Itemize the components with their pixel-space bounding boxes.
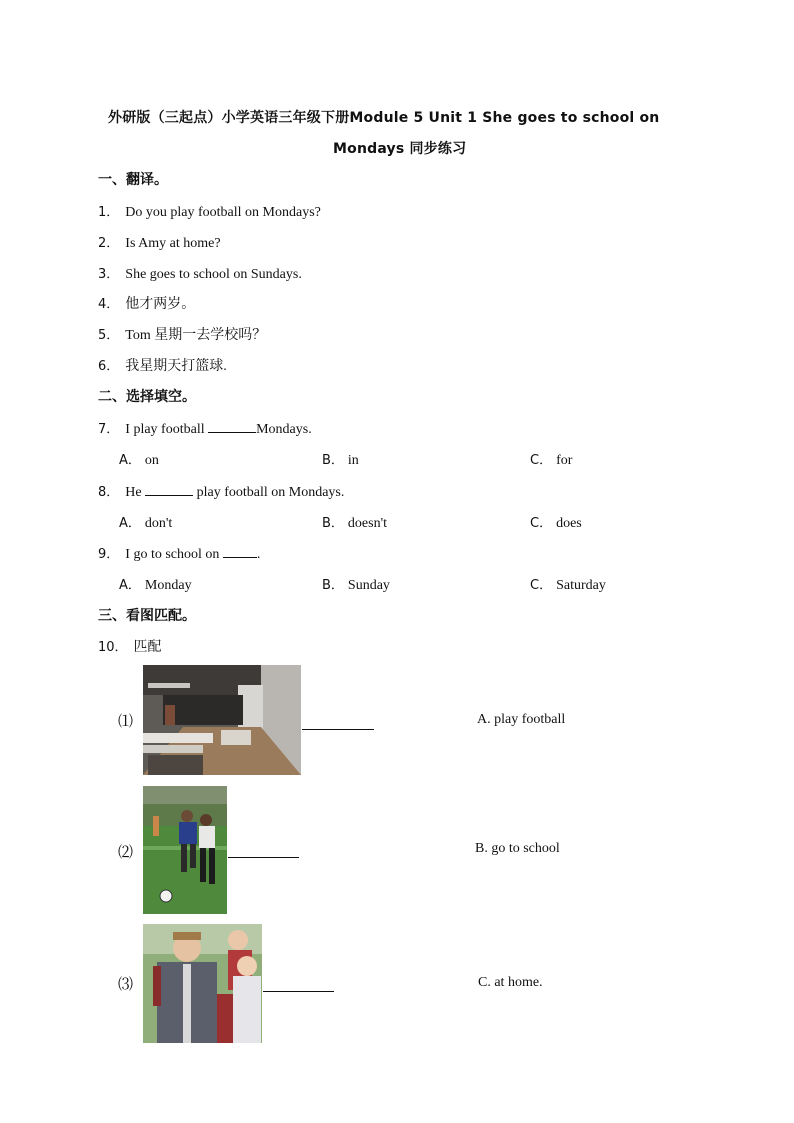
option-text: Monday xyxy=(144,578,192,593)
match-choice-c: C. at home. xyxy=(478,975,543,990)
match-marker-2: ⑵ xyxy=(118,843,134,861)
question-number: 7． xyxy=(98,422,120,437)
question-2 xyxy=(98,232,221,252)
schoolboys-photo xyxy=(143,924,262,1043)
option-letter: A． xyxy=(119,453,141,468)
option-7b[interactable] xyxy=(322,449,359,469)
question-text: Do you play football on Mondays? xyxy=(125,205,321,220)
question-text-after: Mondays. xyxy=(256,422,312,437)
match-marker-1: ⑴ xyxy=(118,712,134,730)
question-8 xyxy=(98,481,344,501)
section-heading-translate: 一、翻译。 xyxy=(98,172,168,188)
question-text-before: I go to school on xyxy=(125,547,223,562)
option-letter: A． xyxy=(119,578,141,593)
question-text: 我星期天打篮球. xyxy=(125,359,227,374)
question-4 xyxy=(98,293,195,313)
question-6 xyxy=(98,355,227,375)
option-text: in xyxy=(347,453,359,468)
option-text: doesn't xyxy=(347,516,387,531)
option-letter: A． xyxy=(119,516,141,531)
option-letter: C． xyxy=(530,516,553,531)
option-letter: B． xyxy=(322,516,344,531)
question-number: 4． xyxy=(98,297,120,312)
match-choice-a: A. play football xyxy=(477,712,566,727)
answer-line-3[interactable] xyxy=(263,991,334,992)
option-letter: B． xyxy=(322,453,344,468)
question-number: 2． xyxy=(98,236,120,251)
section-heading-choice: 二、选择填空。 xyxy=(98,389,196,405)
question-3 xyxy=(98,263,302,283)
question-10 xyxy=(98,636,162,656)
question-7 xyxy=(98,418,312,438)
question-text-after: play football on Mondays. xyxy=(193,485,345,500)
option-letter: C． xyxy=(530,578,553,593)
option-text: don't xyxy=(144,516,173,531)
answer-line-1[interactable] xyxy=(302,729,374,730)
option-9c[interactable] xyxy=(530,574,606,594)
option-8c[interactable] xyxy=(530,512,582,532)
answer-blank[interactable] xyxy=(208,418,256,433)
option-letter: B． xyxy=(322,578,344,593)
option-9b[interactable] xyxy=(322,574,390,594)
classroom-photo xyxy=(143,665,301,775)
option-8b[interactable] xyxy=(322,512,387,532)
question-text-after: . xyxy=(256,547,261,562)
option-text: Sunday xyxy=(347,578,390,593)
question-text: She goes to school on Sundays. xyxy=(125,267,302,282)
question-5 xyxy=(98,324,266,344)
option-8a[interactable] xyxy=(119,512,172,532)
question-text: Tom 星期一去学校吗？ xyxy=(125,328,267,343)
option-text: Saturday xyxy=(556,578,606,593)
page-title-line2: Mondays 同步练习 xyxy=(333,141,467,157)
option-text: does xyxy=(556,516,582,531)
question-number: 8． xyxy=(98,485,120,500)
question-text: 他才两岁。 xyxy=(125,297,196,312)
question-number: 6． xyxy=(98,359,120,374)
match-marker-3: ⑶ xyxy=(118,975,134,993)
question-number: 3． xyxy=(98,267,120,282)
answer-blank[interactable] xyxy=(223,543,257,558)
section-heading-match: 三、看图匹配。 xyxy=(98,608,196,624)
option-9a[interactable] xyxy=(119,574,192,594)
question-1 xyxy=(98,201,321,221)
page-title-line1: 外研版（三起点）小学英语三年级下册Module 5 Unit 1 She goes to school on xyxy=(108,110,660,126)
football-photo xyxy=(143,786,227,914)
question-text-before: He xyxy=(125,485,146,500)
question-number: 5． xyxy=(98,328,120,343)
answer-line-2[interactable] xyxy=(228,857,299,858)
option-text: on xyxy=(144,453,159,468)
question-text: 匹配 xyxy=(133,640,162,655)
option-letter: C． xyxy=(530,453,553,468)
question-text-before: I play football xyxy=(125,422,209,437)
question-number: 10． xyxy=(98,640,128,655)
match-choice-b: B. go to school xyxy=(475,841,560,856)
option-text: for xyxy=(556,453,573,468)
question-number: 1． xyxy=(98,205,120,220)
option-7a[interactable] xyxy=(119,449,159,469)
question-9 xyxy=(98,543,260,563)
option-7c[interactable] xyxy=(530,449,572,469)
question-text: Is Amy at home? xyxy=(125,236,221,251)
answer-blank[interactable] xyxy=(145,481,193,496)
question-number: 9． xyxy=(98,547,120,562)
